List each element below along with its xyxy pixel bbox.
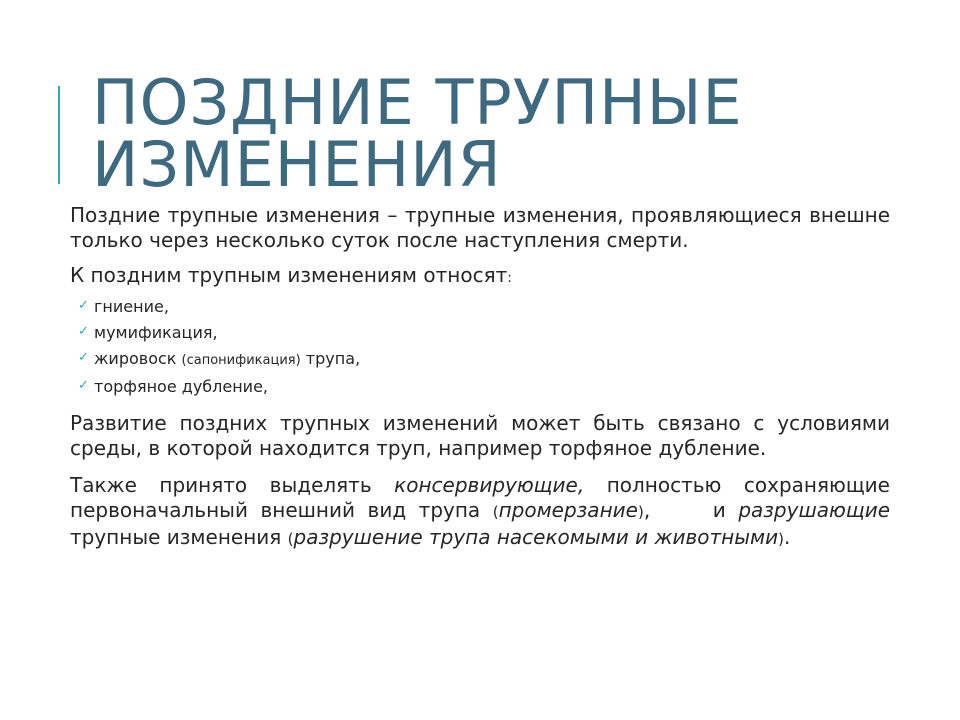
slide-title-line-1: ПОЗДНИЕ ТРУПНЫЕ <box>92 66 743 139</box>
list-item <box>78 349 890 371</box>
intro-paragraph: Поздние трупные изменения – трупные изменения, проявляющиеся внешне только через несколько суток после наступления смерти. <box>70 203 890 252</box>
classification-text: , и <box>643 498 739 522</box>
list-item-text-pre: жировоск <box>94 349 182 368</box>
open-paren: ( <box>287 530 294 548</box>
check-icon: ✓ <box>78 350 89 365</box>
list-item-text: мумификация, <box>94 323 218 342</box>
check-icon: ✓ <box>78 298 89 313</box>
slide-body <box>70 203 890 564</box>
change-types-list <box>70 297 890 397</box>
close-paren: ) <box>637 503 644 521</box>
classification-text: . <box>783 525 791 549</box>
check-icon: ✓ <box>78 378 89 393</box>
list-item <box>78 377 890 397</box>
classification-text: полностью сохраняющие первоначальный внешний вид трупа <box>70 473 890 522</box>
freezing-term: промерзание <box>498 498 638 522</box>
slide-title-line-2: ИЗМЕНЕНИЯ <box>92 128 502 201</box>
classification-text: трупные изменения <box>70 525 288 549</box>
list-item <box>78 297 890 317</box>
list-lead-text: К поздним трупным изменениям относят <box>70 263 508 287</box>
development-paragraph: Развитие поздних трупных изменений может быть связано с условиями среды, в которой находится труп, например торфяное дубление. <box>70 411 890 460</box>
destructive-term: разрушающие <box>738 498 890 522</box>
list-lead <box>70 263 890 291</box>
list-item-parenthetical: (сапонификация) <box>181 353 301 368</box>
conserving-term: консервирующие, <box>394 473 585 497</box>
classification-paragraph <box>70 473 890 552</box>
check-icon: ✓ <box>78 324 89 339</box>
classification-text: Также принято выделять <box>70 473 395 497</box>
list-item-text <box>94 349 360 371</box>
destruction-example: разрушение трупа насекомыми и животными <box>293 525 779 549</box>
list-item-text: гниение, <box>94 297 169 316</box>
slide-title <box>92 66 932 201</box>
title-accent-bar <box>58 86 60 184</box>
close-paren: ) <box>778 530 784 548</box>
list-item <box>78 323 890 343</box>
list-item-text-post: трупа, <box>300 349 361 368</box>
list-item-text: торфяное дубление, <box>94 377 269 396</box>
list-lead-colon: : <box>507 270 512 286</box>
open-paren: ( <box>492 503 499 521</box>
